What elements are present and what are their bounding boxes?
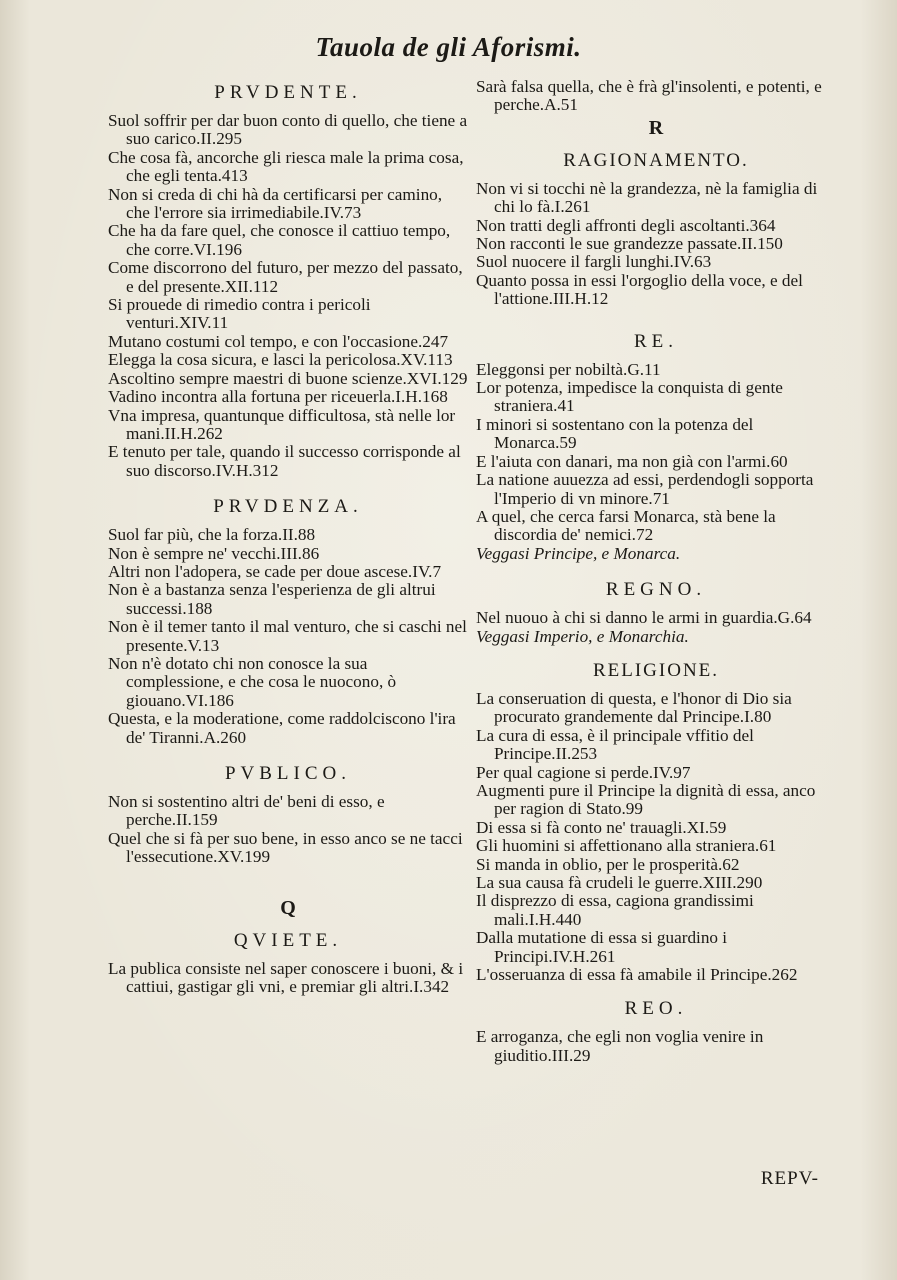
entry: Sarà falsa quella, che è frà gl'insolenti, e potenti, e perche.A.51: [476, 77, 822, 115]
entry: Augmenti pure il Principe la dignità di essa, anco per ragion di Stato.99: [476, 780, 816, 819]
entry: Quanto possa in essi l'orgoglio della voce, e del l'attione.III.H.12: [476, 270, 803, 309]
entry: Che ha da fare quel, che conosce il cattiuo tempo, che corre.VI.196: [108, 221, 451, 259]
entry: E l'aiuta con danari, ma non già con l'armi.60: [476, 451, 788, 471]
entry: Si manda in oblio, per le prosperità.62: [476, 854, 740, 874]
entry: La sua causa fà crudeli le guerre.XIII.290: [476, 873, 763, 892]
entry: La publica consiste nel saper conoscere i buoni, & i cattiui, gastigar gli vni, e premiar gli altri.I.342: [108, 958, 464, 997]
section-letter-q: Q: [280, 896, 296, 919]
heading-quiete: QVIETE.: [233, 929, 343, 951]
entry: Non è il temer tanto il mal venturo, che si caschi nel presente.V.13: [108, 617, 467, 655]
entry: Non racconti le sue grandezze passate.II.150: [476, 234, 783, 254]
entry: Veggasi Principe, e Monarca.: [476, 543, 681, 563]
entry: Suol far più, che la forza.II.88: [108, 525, 316, 545]
entry: La cura di essa, è il principale vffitio del Principe.II.253: [476, 725, 754, 764]
entry: Gli huomini si affettionano alla straniera.61: [476, 836, 777, 856]
entry: Questa, e la moderatione, come raddolciscono l'ira de' Tiranni.A.260: [108, 709, 456, 747]
entry: I minori si sostentano con la potenza del Monarca.59: [476, 414, 754, 453]
entry: Si prouede di rimedio contra i pericoli venturi.XIV.11: [108, 295, 371, 333]
heading-prudente: PRVDENTE.: [214, 82, 362, 103]
heading-ragionamento: RAGIONAMENTO.: [563, 149, 749, 171]
entry: Non si creda di chi hà da certificarsi per camino, che l'errore sia irrimediabile.IV.73: [108, 184, 443, 223]
entry: Elegga la cosa sicura, e lasci la pericolosa.XV.113: [108, 350, 453, 370]
entry: Altri non l'adopera, se cade per doue ascese.IV.7: [108, 561, 442, 581]
heading-prudenza: PRVDENZA.: [213, 496, 363, 518]
entry: Per qual cagione si perde.IV.97: [476, 762, 691, 782]
right-column: [476, 72, 836, 1065]
entry: Il disprezzo di essa, cagiona grandissimi mali.I.H.440: [476, 891, 754, 929]
entry: Dalla mutatione di essa si guardino i Principi.IV.H.261: [476, 928, 728, 966]
entry: La conseruation di questa, e l'honor di Dio sia procurato grandemente dal Principe.I.80: [476, 688, 792, 727]
entry: Quel che si fà per suo bene, in esso anco se ne tacci l'essecutione.XV.199: [108, 828, 463, 867]
section-letter-r: R: [648, 116, 664, 139]
entry: Mutano costumi col tempo, e con l'occasione.247: [108, 331, 449, 351]
heading-reo: REO.: [624, 998, 688, 1020]
entry: Non vi si tocchi nè la grandezza, nè la famiglia di chi lo fà.I.261: [476, 178, 818, 217]
heading-publico: PVBLICO.: [224, 763, 352, 784]
entry: Nel nuouo à chi si danno le armi in guardia.G.64: [476, 608, 812, 628]
entry: La natione auuezza ad essi, perdendogli sopporta l'Imperio di vn minore.71: [476, 470, 814, 508]
entry: Suol nuocere il fargli lunghi.IV.63: [476, 252, 712, 272]
entry: L'osseruanza di essa fà amabile il Principe.262: [476, 965, 798, 985]
catchword: REPV-: [760, 1168, 819, 1189]
heading-re: RE.: [633, 330, 679, 352]
heading-religione: RELIGIONE.: [592, 659, 720, 681]
entry: Veggasi Imperio, e Monarchia.: [476, 626, 689, 646]
entry: Vna impresa, quantunque difficultosa, stà nelle lor mani.II.H.262: [108, 405, 456, 443]
left-column: [108, 72, 468, 996]
entry: A quel, che cerca farsi Monarca, stà bene la discordia de' nemici.72: [476, 506, 776, 545]
entry: Che cosa fà, ancorche gli riesca male la prima cosa, che egli tenta.413: [108, 147, 464, 186]
entry: Di essa si fà conto ne' trauagli.XI.59: [476, 817, 727, 837]
entry: Come discorrono del futuro, per mezzo del passato, e del presente.XII.112: [108, 258, 463, 296]
entry: Non tratti degli affronti degli ascoltanti.364: [476, 215, 776, 235]
entry: E arroganza, che egli non voglia venire in giuditio.III.29: [476, 1027, 764, 1065]
entry: Ascoltino sempre maestri di buone scienze.XVI.129: [108, 368, 468, 388]
heading-regno: REGNO.: [605, 579, 707, 601]
entry: Eleggonsi per nobiltà.G.11: [476, 359, 661, 379]
entry: Non si sostentino altri de' beni di esso, e perche.II.159: [108, 792, 385, 830]
entry: Vadino incontra alla fortuna per riceuerla.I.H.168: [108, 387, 448, 407]
entry: Suol soffrir per dar buon conto di quello, che tiene a suo carico.II.295: [108, 111, 468, 149]
entry: Non è sempre ne' vecchi.III.86: [108, 543, 320, 563]
page-header: Tauola de gli Aforismi.: [315, 32, 582, 62]
entry: Non n'è dotato chi non conosce la sua complessione, e che cosa le nuocono, ò giouano.VI.186: [108, 653, 397, 710]
entry: Non è a bastanza senza l'esperienza de gli altrui successi.188: [108, 580, 436, 618]
entry: E tenuto per tale, quando il successo corrisponde al suo discorso.IV.H.312: [108, 442, 461, 480]
entry: Lor potenza, impedisce la conquista di gente straniera.41: [476, 378, 783, 416]
